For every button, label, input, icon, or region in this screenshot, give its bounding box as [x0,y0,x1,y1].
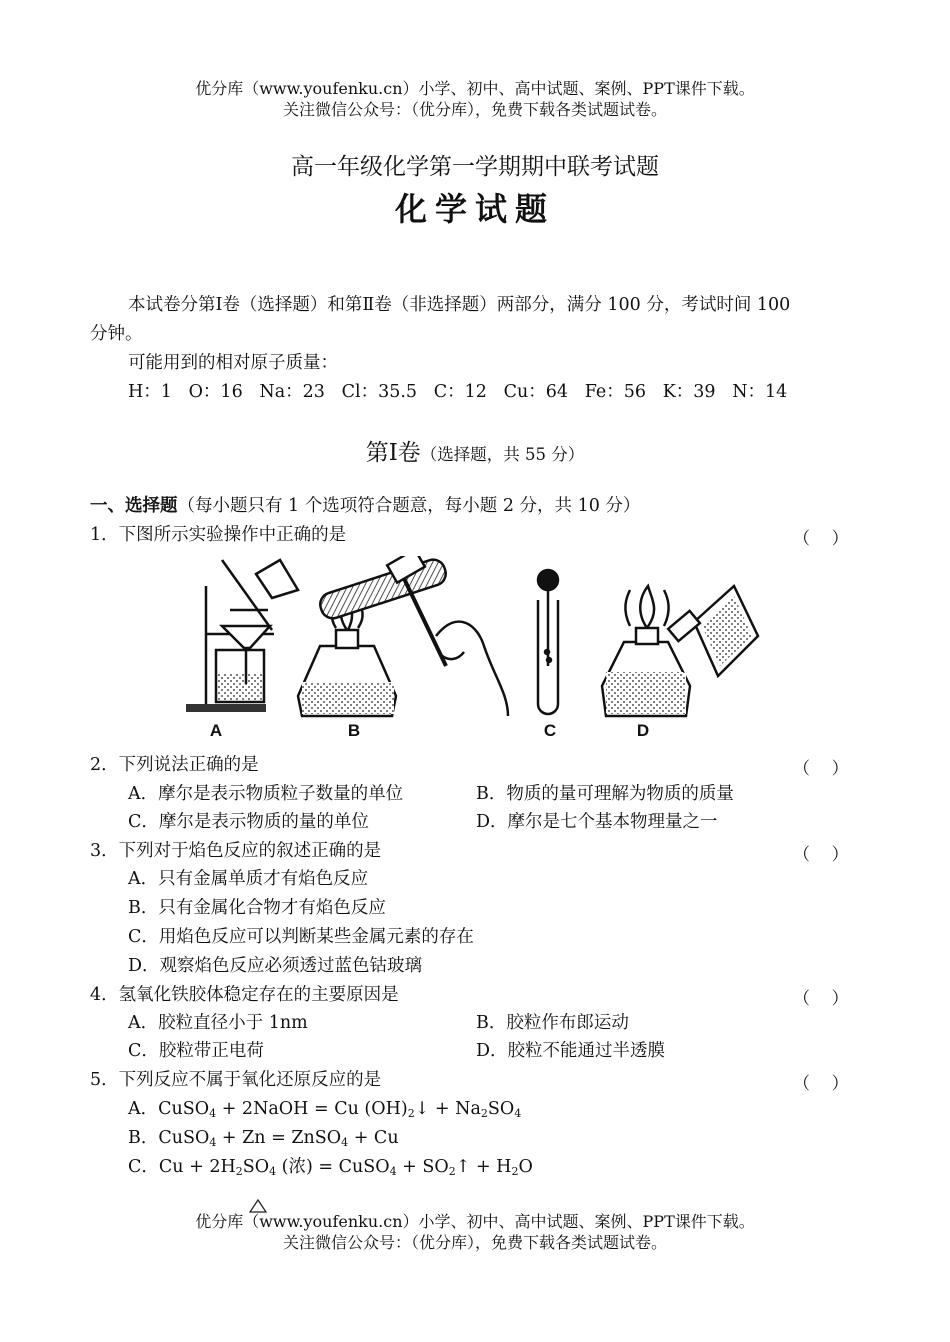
q5-option-b: B．CuSO$_4$ + Zn = ZnSO$_4$ + Cu [128,1128,399,1149]
question-stem: 氢氧化铁胶体稳定存在的主要原因是 [118,985,399,1005]
figure-label-b: B [347,721,361,740]
figure-b-heating [298,556,508,716]
question-stem: 下列对于焰色反应的叙述正确的是 [118,841,382,861]
part-heading [90,492,640,521]
q4-option-c: C．胶粒带正电荷 [128,1041,264,1061]
section-note: （选择题，共 55 分） [420,445,585,464]
q2-option-b: B．物质的量可理解为物质的质量 [476,784,734,804]
question-5 [90,1066,381,1095]
lab-operations-figure [178,556,763,741]
question-number: 4． [90,985,119,1005]
figure-label-c: C [543,721,557,740]
atomic-mass-label: 可能用到的相对原子质量： [128,353,338,373]
question-stem: 下列说法正确的是 [118,755,259,775]
answer-bracket-3: （ ） [793,845,849,865]
question-stem: 下列反应不属于氧化还原反应的是 [118,1070,382,1090]
figure-label-a: A [209,721,223,740]
question-3 [90,837,381,866]
figure-a-filtration [186,560,298,712]
intro-line-2: 分钟。 [90,324,143,344]
q5-option-a: A．CuSO$_4$ + 2NaOH = Cu $(OH)_2↓ + Na_2SO_4$ [128,1099,522,1120]
section-title: 第Ⅰ卷 [365,440,421,466]
exam-title: 化学试题 [394,190,555,228]
header-line-1: 优分库（www.youfenku.cn）小学、初中、高中试题、案例、PPT课件下载。 [195,79,755,98]
answer-bracket-1: （ ） [793,529,849,549]
q3-option-d: D．观察焰色反应必须透过蓝色钴玻璃 [128,956,423,976]
question-4 [90,981,399,1010]
q3-option-a: A．只有金属单质才有焰色反应 [128,869,369,889]
exam-subtitle: 高一年级化学第一学期期中联考试题 [291,154,659,180]
answer-bracket-4: （ ） [793,989,849,1009]
q2-option-a: A．摩尔是表示物质粒子数量的单位 [128,784,404,804]
part-label: 一、选择题 [90,496,178,516]
question-stem: 下图所示实验操作中正确的是 [118,525,347,545]
question-number: 5． [90,1070,119,1090]
question-2 [90,751,259,780]
figure-d-lamp [602,586,758,716]
question-1 [90,521,346,550]
question-number: 1． [90,525,119,545]
atomic-mass-list: H：1 O：16 Na：23 Cl：35.5 C：12 Cu：64 Fe：56 K：39 N：14 [128,382,788,402]
q4-option-a: A．胶粒直径小于 1nm [128,1013,308,1033]
section-heading [0,434,950,467]
intro-line-1: 本试卷分第Ⅰ卷（选择题）和第Ⅱ卷（非选择题）两部分，满分 100 分，考试时间 100 [128,295,791,315]
part-note: （每小题只有 1 个选项符合题意，每小题 2 分，共 10 分） [177,496,641,516]
q4-option-d: D．胶粒不能通过半透膜 [476,1041,666,1061]
footer-line-2: 关注微信公众号：（优分库），免费下载各类试题试卷。 [282,1233,667,1252]
header-line-2: 关注微信公众号：（优分库），免费下载各类试题试卷。 [282,100,667,119]
figure-c-dropper [538,570,558,714]
q4-option-b: B．胶粒作布郎运动 [476,1013,629,1033]
answer-bracket-5: （ ） [793,1074,849,1094]
question-number: 2． [90,755,119,775]
q2-option-c: C．摩尔是表示物质的量的单位 [128,812,369,832]
q5-option-c: C．$Cu + 2H_2SO_4$ (浓) = CuSO$_4$ + $SO_2↑ + H_2O$ [128,1157,533,1178]
q3-option-c: C．用焰色反应可以判断某些金属元素的存在 [128,927,474,947]
answer-bracket-2: （ ） [793,759,849,779]
q3-option-b: B．只有金属化合物才有焰色反应 [128,898,386,918]
figure-label-d: D [636,721,650,740]
q2-option-d: D．摩尔是七个基本物理量之一 [476,812,718,832]
question-number: 3． [90,841,119,861]
footer-line-1: 优分库（www.youfenku.cn）小学、初中、高中试题、案例、PPT课件下载。 [195,1212,755,1231]
